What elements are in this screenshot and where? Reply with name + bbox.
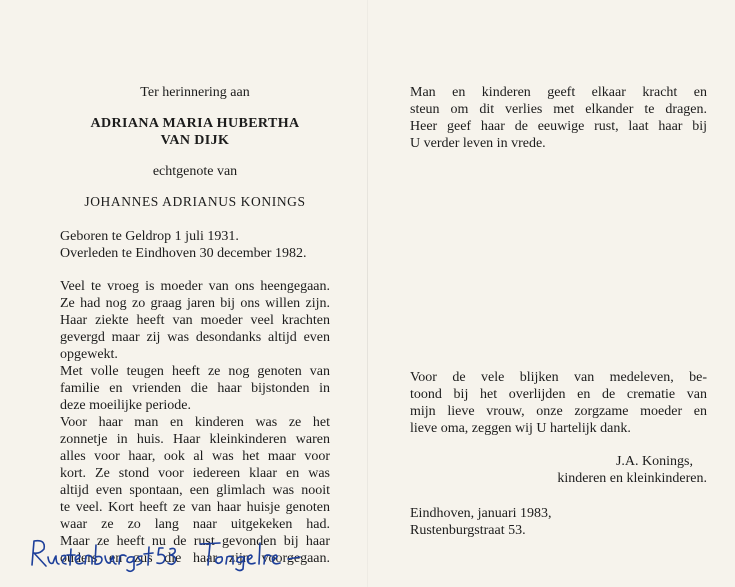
intro-text: Ter herinnering aan	[140, 85, 250, 100]
text-line: alles voor haar, ook al was het maar voor	[60, 449, 330, 464]
text-line: Ze had nog zo graag jaren bij ons willen zijn.	[60, 296, 330, 311]
handwritten-note	[24, 535, 324, 573]
left-panel	[60, 84, 330, 567]
thanks-line: mijn lieve vrouw, onze zorgzame moeder en	[410, 404, 707, 419]
prayer-line: steun om dit verlies met elkander te dragen.	[410, 102, 707, 117]
text-line: kort. Ze stond voor iedereen klaar en was	[60, 466, 330, 481]
prayer-line: Heer geef haar de eeuwige rust, laat haar bij	[410, 119, 707, 134]
text-line: deze moeilijke periode.	[60, 398, 191, 413]
thanks-text	[410, 369, 707, 437]
right-panel-thanks	[410, 369, 707, 539]
signature-name: J.A. Konings,	[615, 454, 693, 469]
prayer-line: U verder leven in vrede.	[410, 136, 546, 151]
spouse-intro: echtgenote van	[152, 164, 238, 179]
spouse-name: JOHANNES ADRIANUS KONINGS	[84, 194, 306, 209]
text-line: Haar ziekte heeft van moeder veel krachten	[60, 313, 330, 328]
text-line: te veel. Kort heeft ze van haar huisje genoten	[60, 500, 330, 515]
thanks-line: lieve oma, zeggen wij U hartelijk dank.	[410, 421, 631, 436]
text-line: opgewekt.	[60, 347, 118, 362]
text-line: waar ze zo lang naar uitgekeken had.	[60, 517, 330, 532]
card-fold	[367, 0, 368, 587]
text-line: Maar ze heeft nu de rust gevonden bij haar	[60, 534, 330, 549]
text-line: altijd even spontaan, een glimlach was nooit	[60, 483, 330, 498]
text-line: Veel te vroeg is moeder van ons heengegaan.	[60, 279, 330, 294]
deceased-name-line1: ADRIANA MARIA HUBERTHA	[90, 116, 300, 131]
address: Rustenburgstraat 53.	[410, 523, 526, 538]
text-line: zonnetje in huis. Haar kleinkinderen waren	[60, 432, 330, 447]
birth-line: Geboren te Geldrop 1 juli 1931.	[60, 229, 239, 244]
right-panel-prayer	[410, 84, 707, 152]
prayer-line: Man en kinderen geeft elkaar kracht en	[410, 85, 707, 100]
place-date: Eindhoven, januari 1983,	[410, 506, 552, 521]
dates-block	[60, 228, 330, 262]
text-line: Voor haar man en kinderen was ze het	[60, 415, 330, 430]
text-line: familie en vrienden die haar bijstonden in	[60, 381, 330, 396]
text-line: Met volle teugen heeft ze nog genoten van	[60, 364, 330, 379]
deceased-name	[60, 115, 330, 149]
memorial-text	[60, 278, 330, 567]
death-line: Overleden te Eindhoven 30 december 1982.	[60, 246, 307, 261]
deceased-name-line2: VAN DIJK	[160, 133, 230, 148]
text-line: ouders en zus die haar zijn voorgegaan.	[60, 551, 330, 566]
thanks-line: toond bij het overlijden en de crematie van	[410, 387, 707, 402]
text-line: gevergd maar zij was desondanks altijd even	[60, 330, 330, 345]
place-date-block	[410, 505, 707, 539]
thanks-line: Voor de vele blijken van medeleven, be-	[410, 370, 707, 385]
signature-family: kinderen en kleinkinderen.	[557, 471, 707, 486]
